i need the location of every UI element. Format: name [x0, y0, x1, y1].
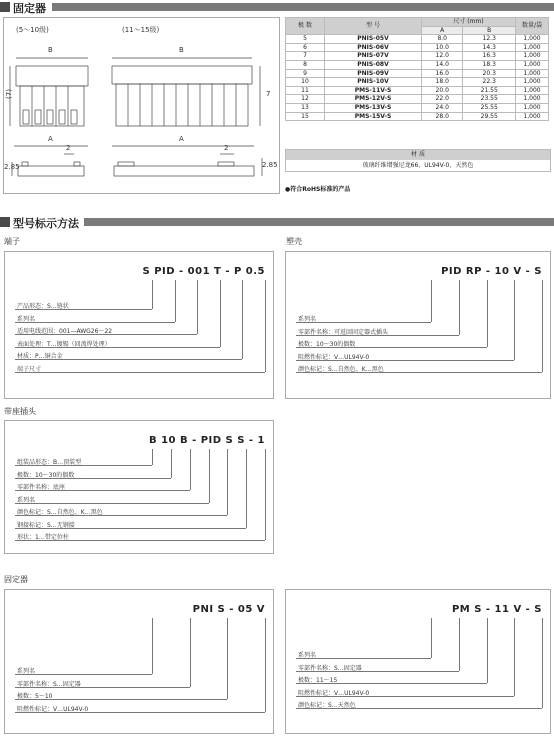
- leader-line: [296, 671, 459, 672]
- fixer-title: 固定器: [4, 575, 28, 584]
- leader-line: [15, 372, 265, 373]
- leader-line: [296, 347, 487, 348]
- leader-line: [15, 540, 265, 541]
- dim-2-small: 2: [66, 144, 71, 152]
- drawing-panel: [3, 17, 280, 194]
- connector-drawing: [4, 18, 279, 193]
- header-pin-code: B 10 B - PID S S - 1: [148, 435, 265, 446]
- cell-a: 20.0: [422, 86, 463, 95]
- description-line: 端子尺寸: [17, 365, 42, 373]
- leader-line: [15, 687, 190, 688]
- leader-line: [197, 280, 198, 334]
- cell-model: PMS-11V-S: [325, 86, 422, 95]
- leader-line: [15, 515, 227, 516]
- leader-line: [220, 280, 221, 347]
- header-pin-title: 带座插头: [4, 407, 36, 416]
- leader-line: [431, 280, 432, 322]
- table-row: [286, 60, 549, 69]
- description-line: 系列名: [17, 315, 36, 323]
- cell-qty: 1,000: [516, 78, 549, 87]
- leader-line: [190, 449, 191, 490]
- description-line: 极数：5〜10: [17, 693, 53, 700]
- description-line: 材质：P…铜合金: [17, 353, 63, 360]
- leader-line: [459, 618, 460, 671]
- table-row: [286, 78, 549, 87]
- description-line: 组装品形态：B…顶装型: [17, 459, 82, 466]
- cell-model: PNIS-06V: [325, 43, 422, 52]
- cell-a: 10.0: [422, 43, 463, 52]
- col-qty: 数量/袋: [516, 18, 549, 35]
- terminal-title: 端子: [4, 237, 20, 246]
- cell-b: 21.55: [463, 86, 516, 95]
- table-row: [286, 52, 549, 61]
- cell-a: 24.0: [422, 103, 463, 112]
- leader-line: [15, 359, 242, 360]
- description-line: 零部件名称：S…固定器: [17, 680, 81, 688]
- cell-a: 14.0: [422, 60, 463, 69]
- leader-line: [431, 618, 432, 658]
- material-box: [285, 149, 551, 172]
- description-line: 形状：1…带定位柱: [17, 534, 69, 541]
- description-line: 零部件名称：S…固定器: [298, 664, 362, 672]
- cell-poles: 15: [286, 112, 325, 121]
- table-row: [286, 86, 549, 95]
- description-line: 颜色标记：S…自然色、K…黑色: [17, 509, 103, 516]
- cell-b: 12.3: [463, 35, 516, 44]
- leader-line: [246, 449, 247, 528]
- description-line: 产品形态：S…链状: [17, 303, 69, 310]
- table-row: [286, 112, 549, 121]
- header-bar: [84, 218, 554, 226]
- fixer2-code: PM S - 11 V - S: [451, 604, 542, 615]
- header-pin-box: [4, 420, 274, 554]
- leader-line: [15, 334, 197, 335]
- cell-qty: 1,000: [516, 112, 549, 121]
- leader-line: [227, 449, 228, 515]
- leader-line: [15, 503, 209, 504]
- header-square-icon: [0, 2, 10, 12]
- leader-line: [152, 280, 153, 309]
- housing-box: [285, 251, 551, 399]
- col-poles: 极 数: [286, 18, 325, 35]
- cell-qty: 1,000: [516, 35, 549, 44]
- cell-b: 16.3: [463, 52, 516, 61]
- table-row: [286, 69, 549, 78]
- leader-line: [242, 280, 243, 359]
- col-size: 尺寸 (mm): [422, 18, 516, 27]
- cell-poles: 7: [286, 52, 325, 61]
- leader-line: [15, 309, 152, 310]
- description-line: 颜色标记：S…自然色、K…黑色: [298, 366, 384, 373]
- material-value: 玻璃纤维增强尼龙66、UL94V-0、天然色: [362, 162, 474, 169]
- table-row: [286, 43, 549, 52]
- fixer1-box: [4, 589, 274, 734]
- cell-poles: 9: [286, 69, 325, 78]
- header-square-icon: [0, 217, 10, 227]
- leader-line: [514, 618, 515, 696]
- cell-poles: 8: [286, 60, 325, 69]
- leader-line: [175, 280, 176, 322]
- leader-line: [265, 280, 266, 372]
- cell-poles: 11: [286, 86, 325, 95]
- header-title: 固定器: [13, 2, 46, 15]
- description-line: 极数：11〜15: [298, 677, 338, 684]
- leader-line: [15, 322, 175, 323]
- cell-b: 29.55: [463, 112, 516, 121]
- leader-line: [487, 618, 488, 683]
- rohs-note: ●符合RoHS标准的产品: [285, 186, 351, 193]
- cell-model: PNIS-05V: [325, 35, 422, 44]
- cell-a: 18.0: [422, 78, 463, 87]
- drawing-label-small: (5〜10级): [16, 26, 49, 34]
- cell-model: PNIS-08V: [325, 60, 422, 69]
- dim-h2-small: 2.85: [4, 163, 20, 171]
- table-row: [286, 35, 549, 44]
- cell-poles: 10: [286, 78, 325, 87]
- description-line: 阻燃性标记：V…UL94V-0: [17, 705, 89, 713]
- cell-poles: 13: [286, 103, 325, 112]
- header-bar: [52, 3, 554, 11]
- drawing-label-large: (11〜15级): [122, 26, 160, 34]
- dim-h-small: (7): [4, 89, 13, 99]
- section-header-fixing: [0, 1, 554, 13]
- dim-h2-large: 2.85: [262, 161, 278, 169]
- cell-qty: 1,000: [516, 43, 549, 52]
- spec-table: [285, 17, 549, 121]
- cell-qty: 1,000: [516, 69, 549, 78]
- cell-a: 16.0: [422, 69, 463, 78]
- table-row: [286, 103, 549, 112]
- leader-line: [265, 618, 266, 712]
- col-model: 型 号: [325, 18, 422, 35]
- dim-a-large: A: [179, 135, 184, 143]
- cell-qty: 1,000: [516, 60, 549, 69]
- cell-b: 25.55: [463, 103, 516, 112]
- cell-poles: 6: [286, 43, 325, 52]
- leader-line: [15, 465, 152, 466]
- leader-line: [296, 696, 514, 697]
- description-line: 表面处理：T…镀锡（回流焊处理）: [17, 340, 111, 348]
- cell-model: PMS-13V-S: [325, 103, 422, 112]
- leader-line: [190, 618, 191, 687]
- section-header-model: [0, 216, 554, 228]
- description-line: 系列名: [298, 316, 317, 323]
- dim-a-small: A: [48, 135, 53, 143]
- description-line: 零部件名称：底座: [17, 484, 66, 491]
- cell-b: 18.3: [463, 60, 516, 69]
- leader-line: [459, 280, 460, 335]
- cell-poles: 12: [286, 95, 325, 104]
- cell-a: 22.0: [422, 95, 463, 104]
- cell-qty: 1,000: [516, 103, 549, 112]
- leader-line: [15, 478, 171, 479]
- cell-poles: 5: [286, 35, 325, 44]
- dim-b-large: B: [179, 46, 184, 54]
- description-line: 适用电线范围：001—AWG26〜22: [17, 328, 113, 335]
- dim-2-large: 2: [224, 144, 229, 152]
- leader-line: [296, 360, 514, 361]
- leader-line: [15, 528, 246, 529]
- fixer2-box: [285, 589, 551, 734]
- leader-line: [171, 449, 172, 478]
- cell-model: PNIS-07V: [325, 52, 422, 61]
- leader-line: [15, 699, 227, 700]
- leader-line: [265, 449, 266, 540]
- cell-qty: 1,000: [516, 95, 549, 104]
- leader-line: [15, 674, 152, 675]
- description-line: 阻燃性标记：V…UL94V-0: [298, 689, 370, 697]
- leader-line: [296, 658, 431, 659]
- cell-b: 14.3: [463, 43, 516, 52]
- description-line: 极数：10〜30的偶数: [17, 471, 75, 479]
- leader-line: [296, 708, 542, 709]
- header-title: 型号标示方法: [13, 217, 79, 230]
- cell-qty: 1,000: [516, 52, 549, 61]
- leader-line: [542, 618, 543, 708]
- leader-line: [487, 280, 488, 347]
- description-line: 极数：10〜30的偶数: [298, 341, 356, 348]
- leader-line: [152, 449, 153, 465]
- cell-b: 20.3: [463, 69, 516, 78]
- cell-a: 28.0: [422, 112, 463, 121]
- col-a: A: [422, 26, 463, 35]
- description-line: 系列名: [298, 652, 317, 659]
- leader-line: [542, 280, 543, 372]
- description-line: 颜色标记：S…天然色: [298, 702, 356, 709]
- housing-title: 塑壳: [286, 237, 302, 246]
- leader-line: [514, 280, 515, 360]
- leader-line: [296, 335, 459, 336]
- fixer1-code: PNI S - 05 V: [192, 604, 265, 615]
- material-title: 材 质: [286, 150, 550, 160]
- cell-a: 12.0: [422, 52, 463, 61]
- cell-model: PNIS-10V: [325, 78, 422, 87]
- terminal-code: S PID - 001 T - P 0.5: [142, 266, 265, 277]
- description-line: 钢接标记：S…无钢接: [17, 521, 75, 529]
- leader-line: [296, 372, 542, 373]
- table-row: [286, 95, 549, 104]
- description-line: 阻燃性标记：V…UL94V-0: [298, 353, 370, 361]
- dim-t-large: 7: [266, 90, 271, 98]
- cell-qty: 1,000: [516, 86, 549, 95]
- leader-line: [209, 449, 210, 503]
- cell-model: PMS-15V-S: [325, 112, 422, 121]
- cell-model: PNIS-09V: [325, 69, 422, 78]
- description-line: 系列名: [17, 668, 36, 675]
- description-line: 零部件名称：可返回固定器式插头: [298, 328, 389, 336]
- leader-line: [227, 618, 228, 699]
- cell-a: 8.0: [422, 35, 463, 44]
- leader-line: [152, 618, 153, 674]
- cell-b: 22.3: [463, 78, 516, 87]
- cell-model: PMS-12V-S: [325, 95, 422, 104]
- terminal-box: [4, 251, 274, 399]
- leader-line: [296, 322, 431, 323]
- housing-code: PID RP - 10 V - S: [441, 266, 542, 277]
- leader-line: [15, 712, 265, 713]
- description-line: 系列名: [17, 496, 36, 504]
- col-b: B: [463, 26, 516, 35]
- leader-line: [15, 347, 220, 348]
- dim-b-small: B: [48, 46, 53, 54]
- leader-line: [15, 490, 190, 491]
- leader-line: [296, 683, 487, 684]
- cell-b: 23.55: [463, 95, 516, 104]
